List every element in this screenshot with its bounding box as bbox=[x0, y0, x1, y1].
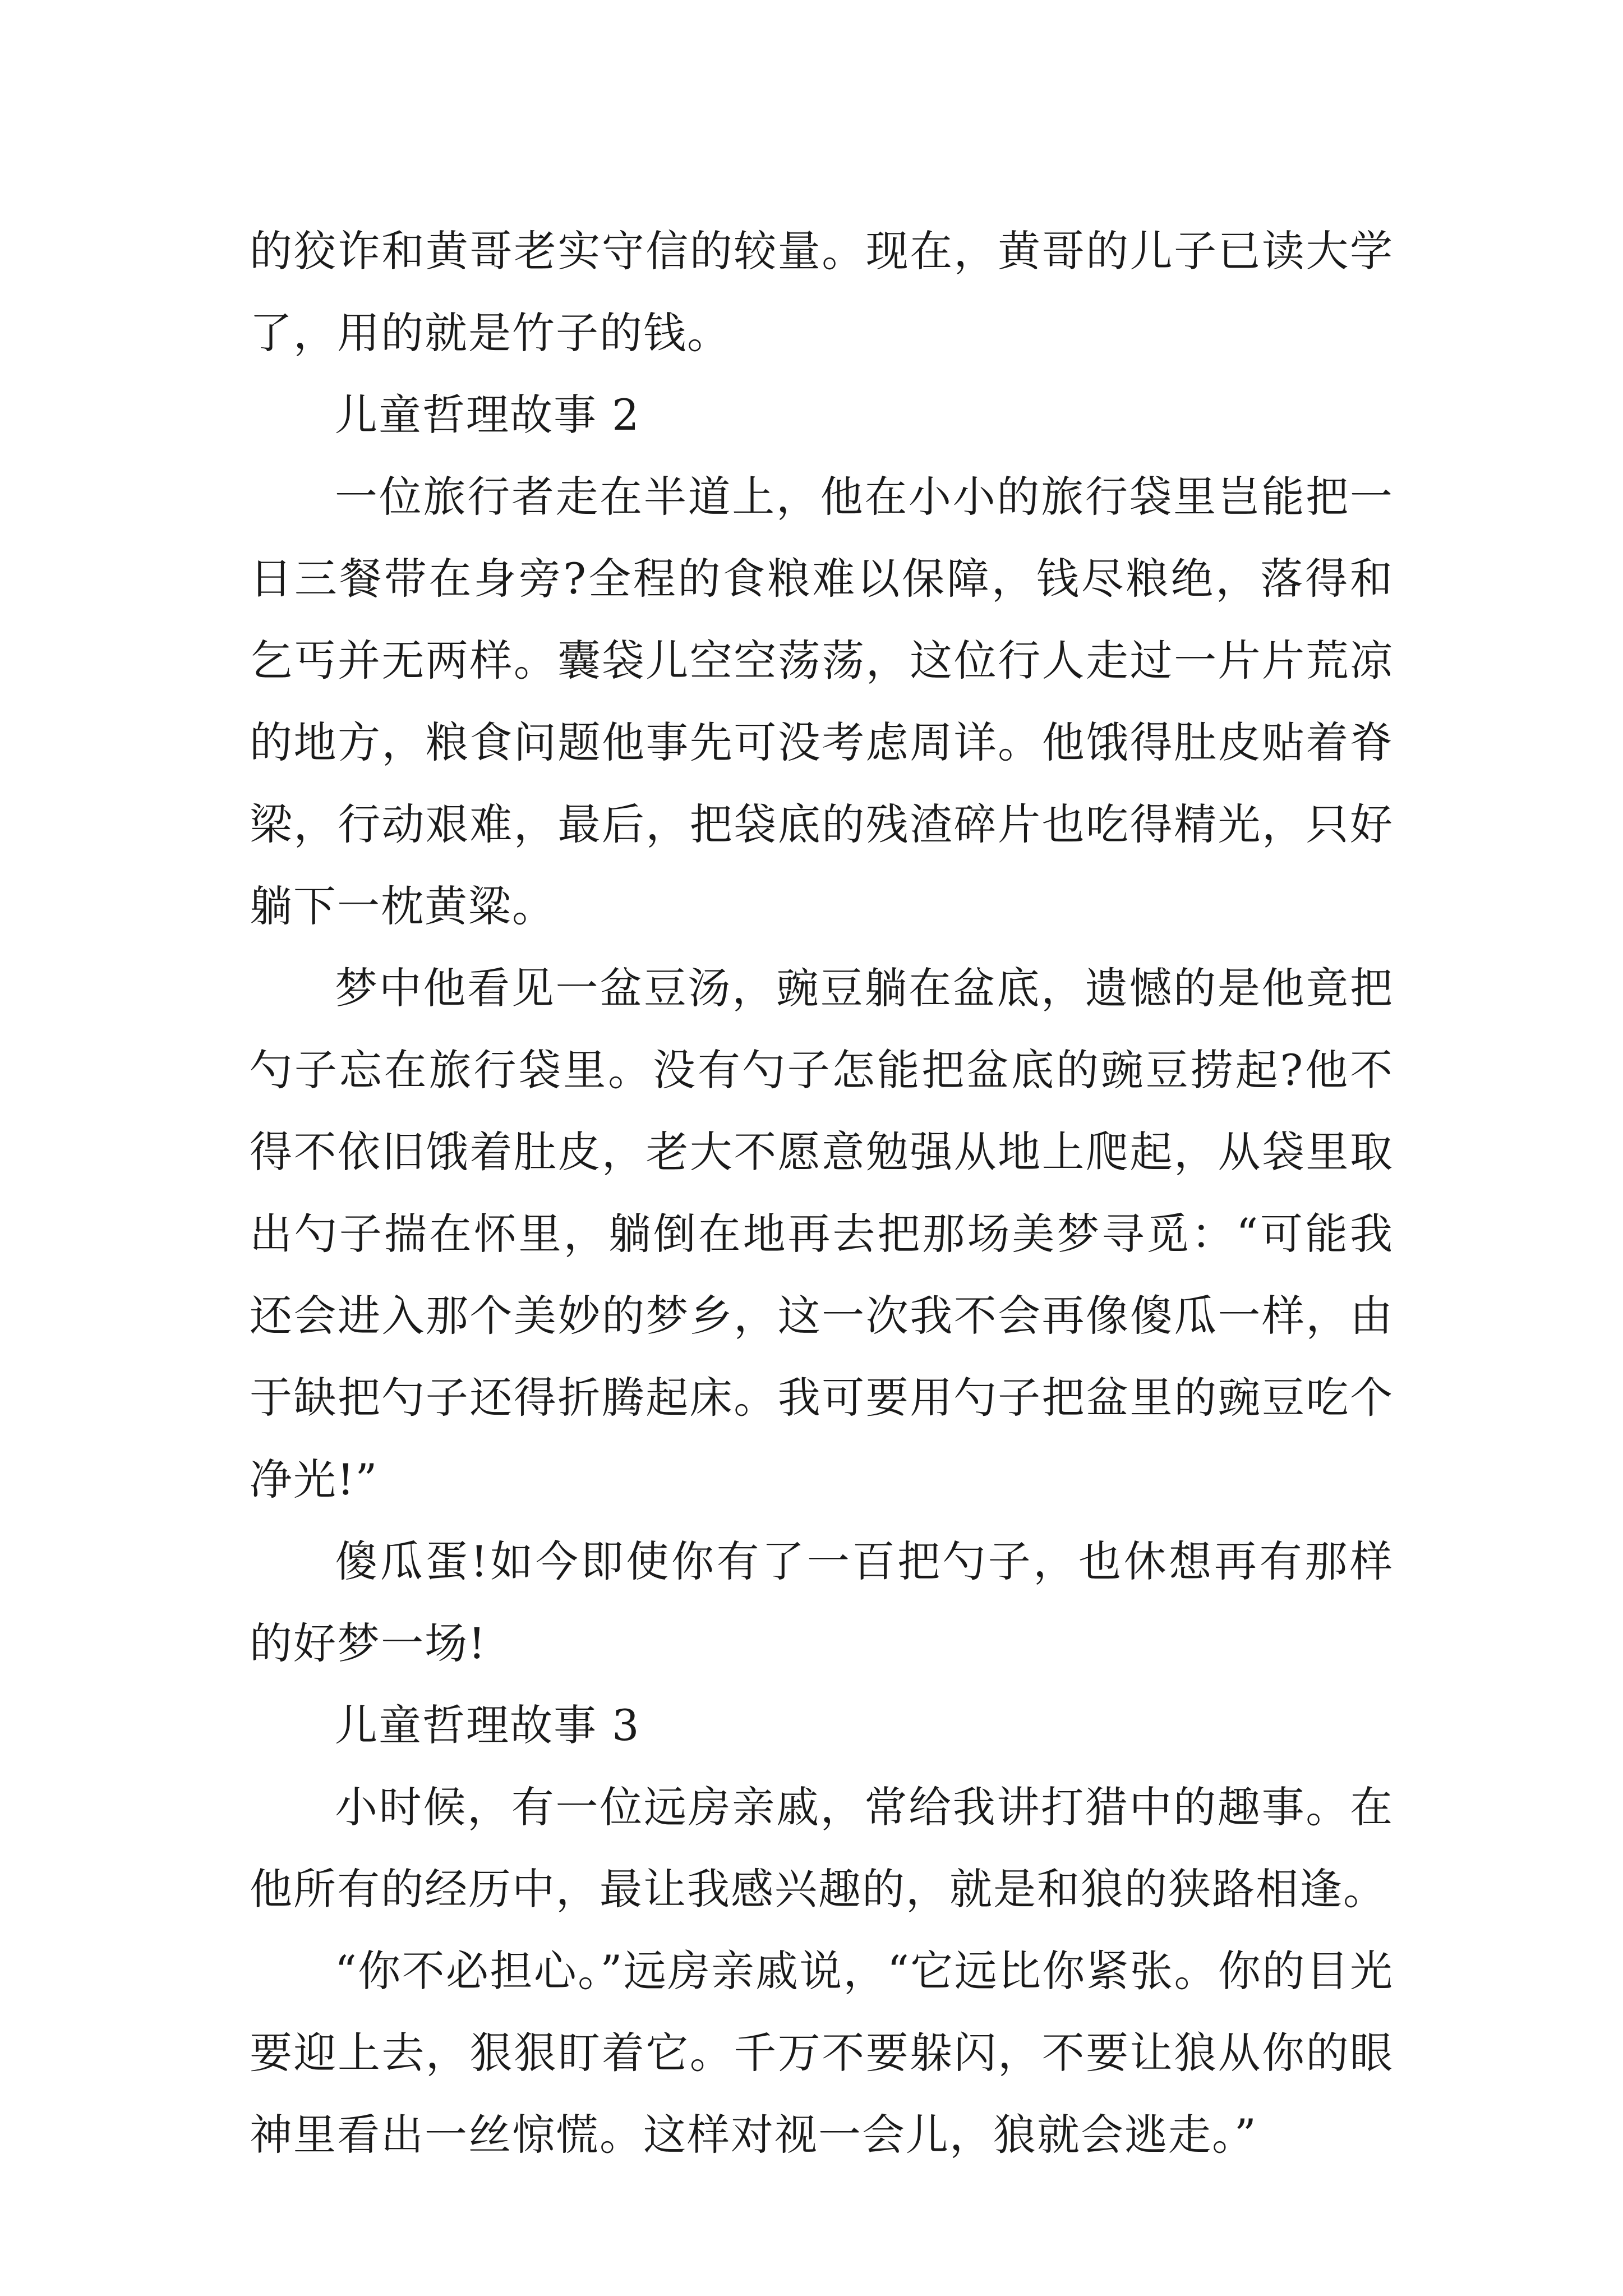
paragraph-childhood: 小时候，有一位远房亲戚，常给我讲打猎中的趣事。在他所有的经历中，最让我感兴趣的，就是和狼的狭路相逢。 bbox=[250, 1782, 1394, 1914]
paragraph-continuation: 的狡诈和黄哥老实守信的较量。现在，黄哥的儿子已读大学了，用的就是竹子的钱。 bbox=[250, 226, 1394, 358]
document-body bbox=[250, 210, 1394, 2176]
story-heading-2: 儿童哲理故事 2 bbox=[335, 390, 640, 440]
paragraph-fool: 傻瓜蛋!如今即使你有了一百把勺子，也休想再有那样的好梦一场! bbox=[250, 1536, 1394, 1668]
story-heading-3: 儿童哲理故事 3 bbox=[335, 1700, 640, 1750]
paragraph-dream: 梦中他看见一盆豆汤，豌豆躺在盆底，遗憾的是他竟把勺子忘在旅行袋里。没有勺子怎能把盆底的豌豆捞起?他不得不依旧饿着肚皮，老大不愿意勉强从地上爬起，从袋里取出勺子揣在怀里，躺倒在地再去把那场美梦寻觅：“可能我还会进入那个美妙的梦乡，这一次我不会再像傻瓜一样，由于缺把勺子还得折腾起床。我可要用勺子把盆里的豌豆吃个净光!” bbox=[250, 963, 1394, 1504]
paragraph-wolf-advice: “你不必担心。”远房亲戚说，“它远比你紧张。你的目光要迎上去，狠狠盯着它。千万不要躲闪，不要让狼从你的眼神里看出一丝惊慌。这样对视一会儿，狼就会逃走。” bbox=[250, 1946, 1394, 2160]
paragraph-traveler: 一位旅行者走在半道上，他在小小的旅行袋里岂能把一日三餐带在身旁?全程的食粮难以保障，钱尽粮绝，落得和乞丐并无两样。囊袋儿空空荡荡，这位行人走过一片片荒凉的地方，粮食问题他事先可没考虑周详。他饿得肚皮贴着脊梁，行动艰难，最后，把袋底的残渣碎片也吃得精光，只好躺下一枕黄粱。 bbox=[250, 472, 1394, 931]
